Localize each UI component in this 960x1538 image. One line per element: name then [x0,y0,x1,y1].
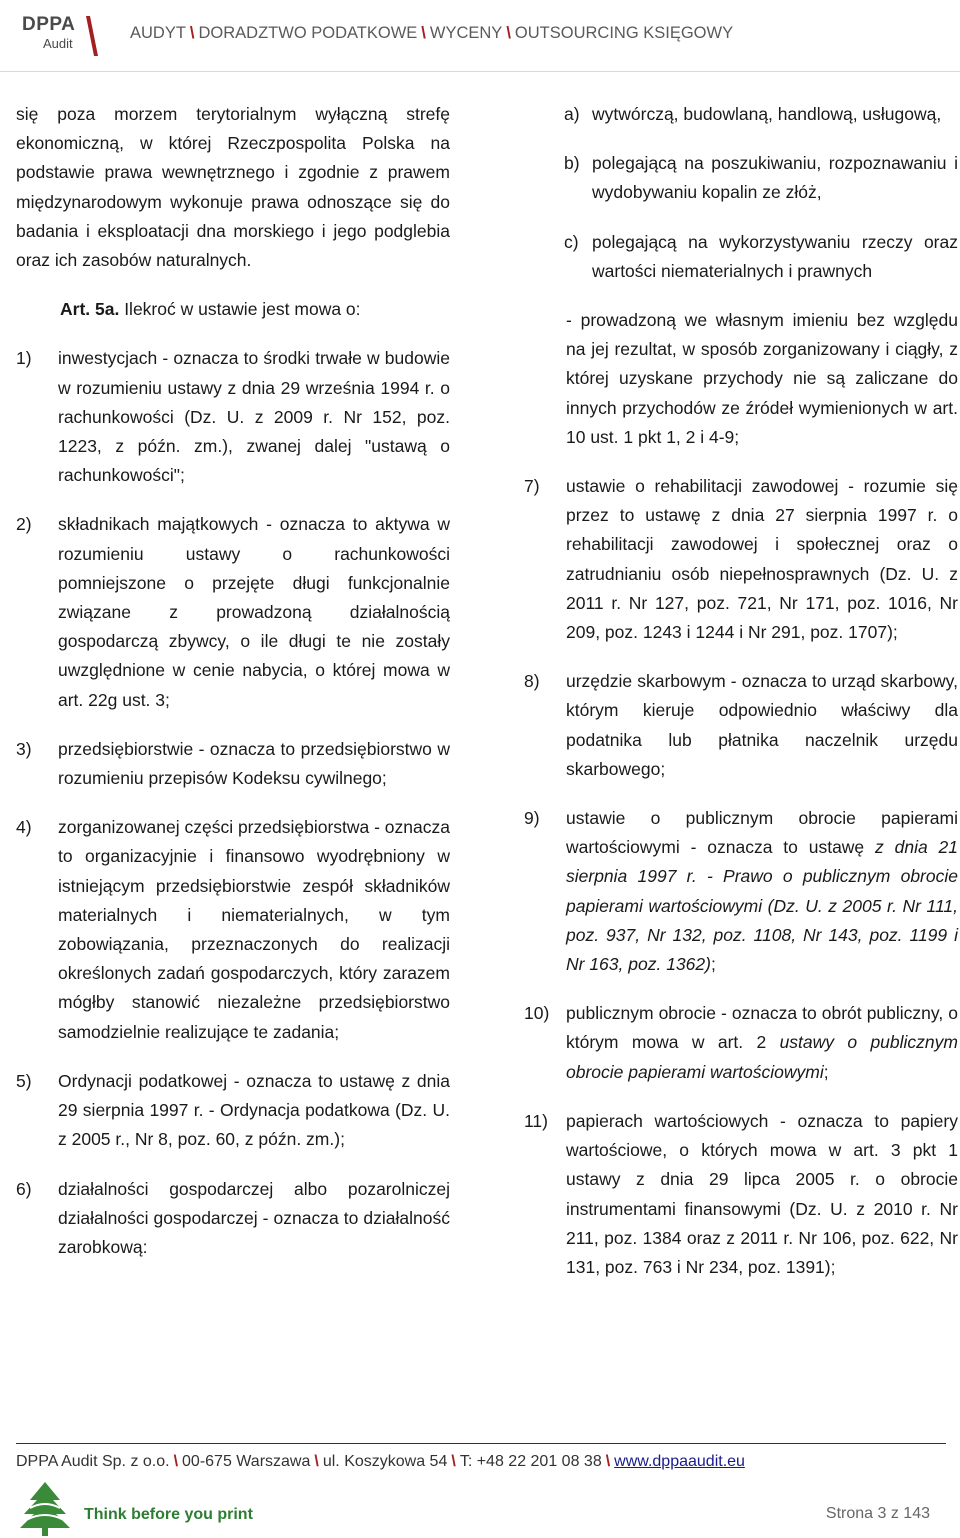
page-number: Strona 3 z 143 [825,1505,930,1522]
item-text-end: ; [823,1061,829,1082]
item-number: 4) [16,817,32,838]
left-column [16,100,450,1262]
item-text: zorganizowanej części przedsiębiorstwa - oznacza to organizacyjnie i finansowo wyodrębniony w istniejącym przedsiębiorstwie zespół składników materialnych i niematerialnych, w tym zobowiązania, przeznaczonych do realizacji określonych zadań gospodarczych, który zarazem mógłby stanowić niezależne przedsiębiorstwo samodzielnie realizujące te zadania; [58,817,450,1042]
nav-separator: \ [421,24,426,42]
item-text-plain: publicznym obrocie - oznacza to obrót publiczny, o którym mowa w art. 2 [566,1003,958,1053]
footer-city: 00-675 Warszawa [182,1453,311,1470]
item-number: 10) [524,1003,550,1024]
logo-text-dppa: DPPA [22,14,76,35]
footer-website-link[interactable]: www.dppaaudit.eu [614,1453,745,1470]
nav-outsourcing: OUTSOURCING KSIĘGOWY [514,24,734,42]
item-text: Ordynacji podatkowej - oznacza to ustawę z dnia 29 sierpnia 1997 r. - Ordynacja podatkowa (Dz. U. z 2005 r., Nr 8, poz. 60, z późn. zm.); [58,1070,450,1150]
item-text: inwestycjach - oznacza to środki trwałe w budowie w rozumieniu ustawy z dnia 29 września 1994 r. o rachunkowości (Dz. U. z 2009 r. Nr 152, poz. 1223, z późn. zm.), zwanej dalej "ustawą o rachunkowości"; [58,348,450,486]
item-text: przedsiębiorstwie - oznacza to przedsiębiorstwo w rozumieniu przepisów Kodeksu cywilnego; [58,738,450,789]
item-number: 11) [524,1110,548,1131]
item-text [566,999,958,1087]
logo-slash-icon [86,16,98,56]
item-number: 7) [524,476,540,497]
item-number: 9) [524,808,540,829]
subitem-a [564,100,958,129]
footer-separator: \ [605,1453,611,1470]
nav-audyt: AUDYT [130,24,186,42]
item-number: 2) [16,514,32,535]
nav-doradztwo: DORADZTWO PODATKOWE [198,24,418,42]
item-text-plain: ustawie o publicznym obrocie papierami wartościowymi - oznacza to ustawę [566,808,958,858]
item-text: działalności gospodarczej albo pozarolniczej działalności gospodarczej - oznacza to działalność zarobkową: [58,1178,450,1257]
tree-icon [16,1480,74,1536]
continuation-paragraph: - prowadzoną we własnym imieniu bez względu na jej rezultat, w sposób zorganizowany i ciągły, z której uzyskane przychody nie są zaliczane do innych przychodów ze źródeł wymienionych w art. 10 ust. 1 pkt 1, 2 i 4-9; [566,310,958,447]
article-heading [16,295,450,324]
subitem-letter: a) [564,104,580,124]
subitem-b [564,149,958,207]
article-label: Art. 5a. [60,299,120,320]
footer-contact [16,1453,745,1471]
item-text: papierach wartościowych - oznacza to papiery wartościowe, o których mowa w art. 3 pkt 1 ustawy z dnia 29 lipca 2005 r. o obrocie instrumentami finansowymi (Dz. U. z 2010 r. Nr 211, poz. 1384 oraz z 2011 r. Nr 106, poz. 622, Nr 131, poz. 763 i Nr 234, poz. 1391); [566,1110,958,1277]
definition-item-1 [16,344,450,490]
subitem-text: wytwórczą, budowlaną, handlową, usługową, [592,104,942,124]
article-intro: Ilekroć w ustawie jest mowa o: [119,299,361,320]
logo-text-audit: Audit [43,36,73,51]
definition-item-11 [524,1107,958,1282]
header-services [130,24,733,43]
item-text-italic: ustawy o publicznym obrocie papierami wartościowymi [566,1032,958,1082]
definition-item-3 [16,735,450,793]
footer-separator: \ [451,1453,456,1470]
page-header [0,0,960,72]
nav-separator: \ [506,24,511,42]
item-text: urzędzie skarbowym - oznacza to urząd skarbowy, którym kieruje odpowiednio właściwy dla podatnika lub płatnika naczelnik urzędu skarbowego; [566,671,958,779]
subitem-letter: b) [564,153,580,174]
footer-separator: \ [314,1453,319,1470]
definition-item-10 [524,999,958,1087]
definition-item-4 [16,813,450,1047]
item-number: 6) [16,1178,32,1199]
item-text-end: ; [710,954,716,975]
item-number: 5) [16,1070,32,1091]
item-number: 1) [16,348,32,369]
definition-item-8 [524,667,958,784]
item-text-italic: z dnia 21 sierpnia 1997 r. - Prawo o publicznym obrocie papierami wartościowymi (Dz. U. z 2005 r. Nr 111, poz. 937, Nr 132, poz. 1108, Nr 143, poz. 1199 i Nr 163, poz. 1362) [566,837,958,975]
intro-paragraph: się poza morzem terytorialnym wyłączną strefę ekonomiczną, w której Rzeczpospolita Polska na podstawie prawa wewnętrznego i zgodnie z prawem międzynarodowym wykonuje prawa odnoszące się do badania i eksploatacji dna morskiego i jego podglebia oraz ich zasobów naturalnych. [16,104,450,271]
definition-item-5 [16,1067,450,1155]
definition-item-7 [524,472,958,647]
nav-wyceny: WYCENY [429,24,503,42]
footer-phone: T: +48 22 201 08 38 [459,1453,602,1470]
right-column [524,100,958,1282]
definition-item-2 [16,510,450,714]
nav-separator: \ [189,24,195,42]
subitem-c [564,228,958,286]
subitem-text: polegającą na wykorzystywaniu rzeczy oraz wartości niematerialnych i prawnych [592,231,958,281]
footer-separator: \ [173,1453,179,1470]
item-number: 8) [524,671,540,692]
subitem-text: polegającą na poszukiwaniu, rozpoznawaniu i wydobywaniu kopalin ze złóż, [592,153,958,203]
eco-slogan: Think before you print [84,1506,253,1523]
footer-company: DPPA Audit Sp. z o.o. [16,1453,170,1470]
footer-divider [16,1443,946,1444]
definition-item-9 [524,804,958,979]
subitem-letter: c) [564,231,579,252]
footer-street: ul. Koszykowa 54 [322,1453,448,1470]
item-number: 3) [16,738,32,759]
item-text: ustawie o rehabilitacji zawodowej - rozumie się przez to ustawę z dnia 27 sierpnia 1997 r. o rehabilitacji zawodowej i społecznej oraz o zatrudnianiu osób niepełnosprawnych (Dz. U. z 2011 r. Nr 127, poz. 721, Nr 171, poz. 1016, Nr 209, poz. 1243 i 1244 i Nr 291, poz. 1707); [566,476,958,643]
company-logo [22,14,100,54]
item-text [566,804,958,979]
definition-item-6 [16,1175,450,1263]
item-text: składnikach majątkowych - oznacza to aktywa w rozumieniu ustawy o rachunkowości pomniejszone o przejęte długi funkcjonalnie związane z prowadzoną działalnością gospodarczą zbywcy, o ile długi te nie zostały uwzględnione w cenie nabycia, o której mowa w art. 22g ust. 3; [58,514,450,710]
